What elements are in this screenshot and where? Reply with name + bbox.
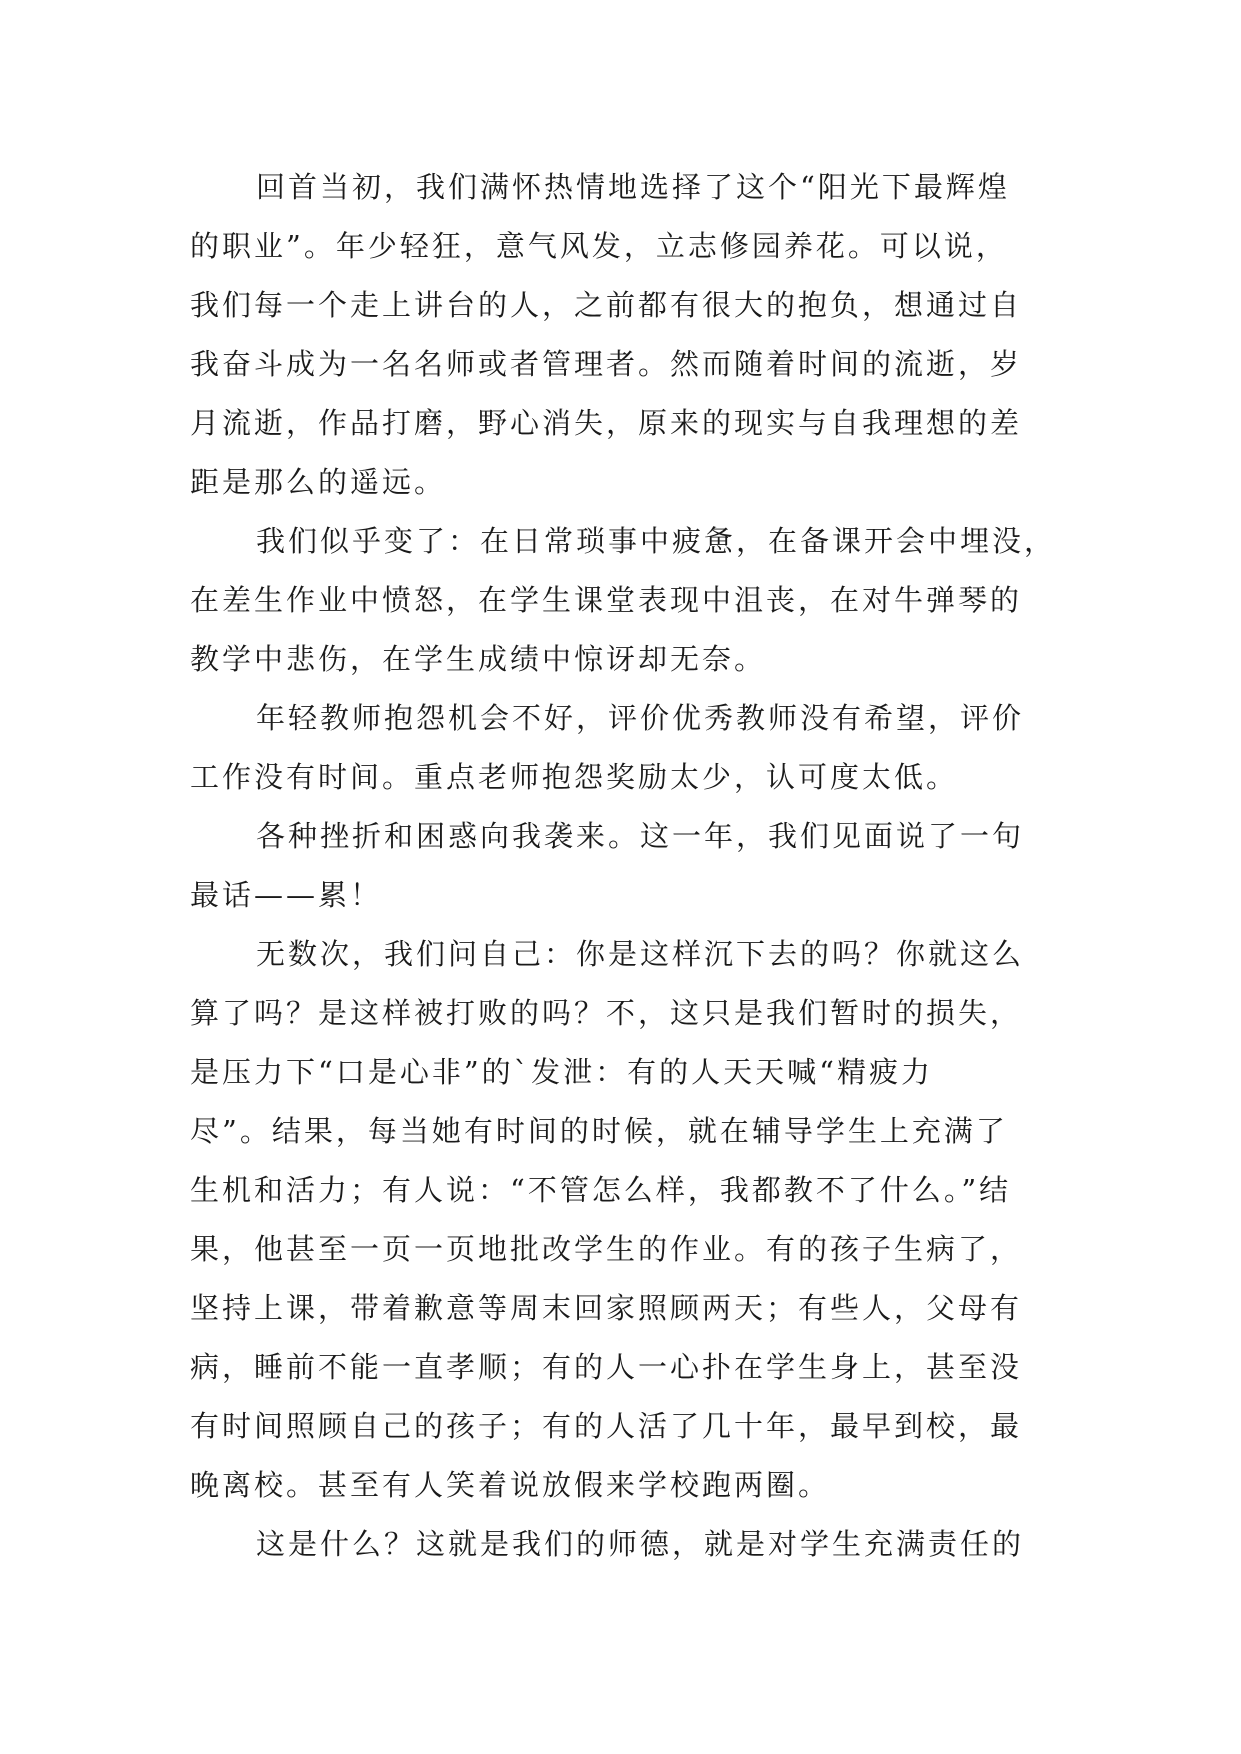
paragraph-4 <box>190 807 1060 925</box>
text-line: 月流逝，作品打磨，野心消失，原来的现实与自我理想的差 <box>190 406 1023 440</box>
text-line: 在差生作业中愤怒，在学生课堂表现中沮丧，在对牛弹琴的 <box>190 583 1023 617</box>
text-line: 生机和活力；有人说：“不管怎么样，我都教不了什么。”结 <box>190 1173 1012 1207</box>
text-line: 的职业”。年少轻狂，意气风发，立志修园养花。可以说， <box>190 229 1008 263</box>
text-line: 算了吗？是这样被打败的吗？不，这只是我们暂时的损失， <box>190 996 1023 1030</box>
text-line: 我们每一个走上讲台的人，之前都有很大的抱负，想通过自 <box>190 288 1023 322</box>
text-line: 尽”。结果，每当她有时间的时候，就在辅导学生上充满了 <box>190 1114 1008 1148</box>
text-line: 果，他甚至一页一页地批改学生的作业。有的孩子生病了， <box>190 1232 1023 1266</box>
text-line: 是压力下“口是心非”的`发泄：有的人天天喊“精疲力 <box>190 1055 933 1089</box>
document-body <box>190 158 1060 1574</box>
paragraph-1 <box>190 158 1060 512</box>
text-line: 最话——累！ <box>190 878 383 912</box>
text-line: 年轻教师抱怨机会不好，评价优秀教师没有希望，评价 <box>256 701 1025 735</box>
paragraph-2 <box>190 512 1060 689</box>
text-line: 我们似乎变了：在日常琐事中疲惫，在备课开会中埋没， <box>256 524 1057 558</box>
text-line: 我奋斗成为一名名师或者管理者。然而随着时间的流逝，岁 <box>190 347 1023 381</box>
paragraph-5 <box>190 925 1060 1515</box>
text-line: 有时间照顾自己的孩子；有的人活了几十年，最早到校，最 <box>190 1409 1023 1443</box>
paragraph-6 <box>190 1515 1060 1574</box>
text-line: 坚持上课，带着歉意等周末回家照顾两天；有些人，父母有 <box>190 1291 1023 1325</box>
text-line: 教学中悲伤，在学生成绩中惊讶却无奈。 <box>190 642 767 676</box>
text-line: 这是什么？这就是我们的师德，就是对学生充满责任的 <box>256 1527 1025 1561</box>
text-line: 各种挫折和困惑向我袭来。这一年，我们见面说了一句 <box>256 819 1025 853</box>
text-line: 距是那么的遥远。 <box>190 465 447 499</box>
paragraph-3 <box>190 689 1060 807</box>
text-line: 回首当初，我们满怀热情地选择了这个“阳光下最辉煌 <box>256 170 1010 204</box>
text-line: 无数次，我们问自己：你是这样沉下去的吗？你就这么 <box>256 937 1025 971</box>
text-line: 工作没有时间。重点老师抱怨奖励太少，认可度太低。 <box>190 760 959 794</box>
text-line: 病，睡前不能一直孝顺；有的人一心扑在学生身上，甚至没 <box>190 1350 1023 1384</box>
text-line: 晚离校。甚至有人笑着说放假来学校跑两圈。 <box>190 1468 831 1502</box>
